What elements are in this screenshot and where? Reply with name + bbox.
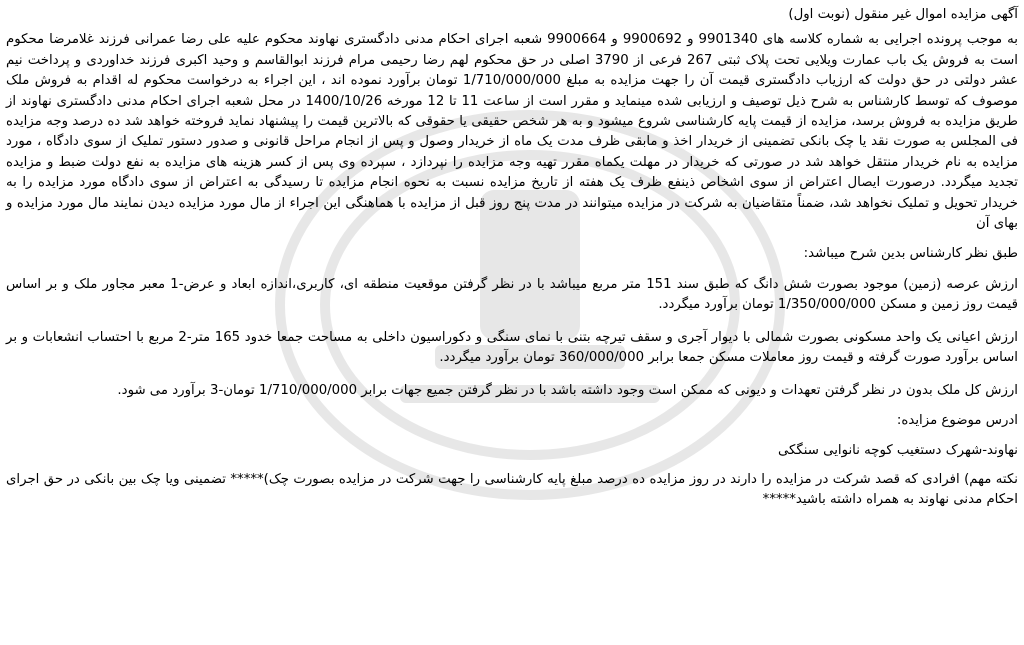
important-note: نکته مهم) افرادی که قصد شرکت در مزایده را دارند در روز مزایده ده درصد مبلغ پایه کارشناسی را جهت شرکت در مزایده بصورت چک)***** تضمینی ویا چک بین بانکی در حق اجرای احکام مدنی نهاوند به همراه داشته باشید***** — [6, 471, 1018, 508]
notice-title: آگهی مزایده اموال غیر منقول (نوبت اول) — [788, 7, 1018, 22]
address-label: ادرس موضوع مزایده: — [896, 412, 1018, 428]
valuation-item-total: ارزش کل ملک بدون در نظر گرفتن تعهدات و دیونی که ممکن است وجود داشته باشد با در نظر گرفتن جمیع جهات برابر 1/710/000/000 تومان-3 برآورد می شود. — [117, 382, 1018, 398]
expert-intro: طبق نظر کارشناس بدین شرح میباشد: — [803, 246, 1018, 262]
address-value: نهاوند-شهرک دستغیب کوچه نانوایی سنگکی — [777, 443, 1018, 459]
valuation-item-building: ارزش اعیانی یک واحد مسکونی بصورت شمالی با دیوار آجری و سقف تیرچه بتنی با نمای سنگی و دکوراسیون داخلی به مساحت جمعا خدود 165 متر-2 مربع با احتساب انشعابات و بر اساس برآورد صورت گرفته و قیمت روز معاملات مسکن جمعا برابر 360/000/000 تومان برآورد میگردد. — [6, 329, 1018, 366]
notice-body: به موجب پرونده اجرایی به شماره کلاسه های 9901340 و 9900692 و 9900664 شعبه اجرای احکام مدنی دادگستری نهاوند محکوم علیه علی رضا عمرانی فرزند غلامرضا محکوم است به فروش یک باب عمارت ویلایی تحت پلاک ثبتی 267 فرعی از 3790 اصلی در حق محکوم لهم رضا رحیمی مرام فرزند ابوالقاسم و وحید اکبری فرزند خداوردی و پرداخت نیم عشر دولتی در حق دولت که ارزیاب دادگستری قیمت آن را جهت مزایده به مبلغ 1/710/000/000 تومان برآورد نموده اند ، این اجراء به درخواست محکوم له اقدام به فروش ملک موصوف که توسط کارشناس به شرح ذیل توصیف و ارزیابی شده مینماید و مقرر است از ساعت 11 تا 12 مورخه 1400/10/26 در محل شعبه اجرای احکام مدنی دادگستری نهاوند از طریق مزایده به فروش برسد، مزایده از قیمت پایه کارشناسی شروع میشود و به هر شخص حقیقی یا حقوقی که بالاترین قیمت را پیشنهاد نماید فروخته خواهد شد ده درصد وجه مزایده فی المجلس به صورت نقد یا چک بانکی تضمینی از خریدار اخذ و مابقی ظرف مدت یک ماه از خریدار وصول و پس از انجام مراحل قانونی و صدور دستور تملیک از سوی دادگاه ، مورد مزایده به نام خریدار منتقل خواهد شد در صورتی که خریدار در مهلت یکماه مقرر تهیه وجه مزایده را نپردازد ، سپرده وی پس از کسر هزینه های مزایده به نفع دولت ضبط و مزایده تجدید میگردد. درصورت ایصال اعتراض از سوی اشخاص ذینفع ظرف یک هفته از تاریخ مزایده نسبت به نحوه انجام مزایده تا رسیدگی به اعتراض از سوی دادگاه مورد مزایده را به خریدار تحویل و تملیک نخواهد شد، ضمناً متقاضیان به شرکت در مزایده میتوانند در مدت پنج روز قبل از مزایده با هماهنگی این اجراء از مال مورد مزایده دیدن نمایند مال مورد مزایده و بهای آن — [6, 32, 1018, 232]
valuation-item-land: ارزش عرصه (زمین) موجود بصورت شش دانگ که طبق سند 151 متر مربع میباشد با در نظر گرفتن موقعیت منطقه ای، کاربری،اندازه ابعاد و عرض-1 معبر مجاور ملک و بر اساس قیمت روز زمین و مسکن 1/350/000/000 تومان برآورد میگردد. — [6, 276, 1018, 313]
